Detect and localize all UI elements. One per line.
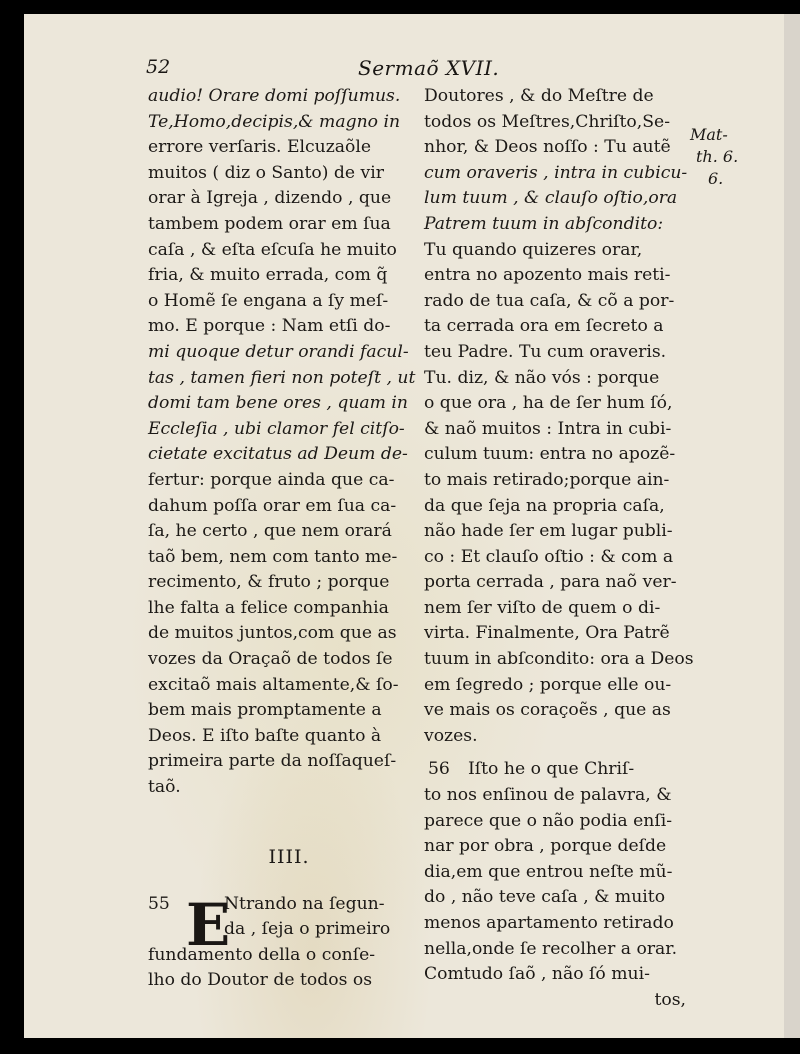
text-line: audio! Orare domi poſſumus. xyxy=(148,86,401,106)
text-line: muitos ( diz o Santo) de vir xyxy=(148,162,384,183)
text-line: dahum poſſa orar em ſua ca- xyxy=(148,495,397,516)
sermon-title: Sermaõ XVII. xyxy=(358,56,500,80)
running-head xyxy=(146,56,730,86)
text-line: lhe falta a felice companhia xyxy=(148,597,389,618)
paragraph-line: fundamento della o conſe- xyxy=(148,944,376,965)
margin-note-line: Mat- xyxy=(690,125,728,144)
text-line: to mais retirado;porque ain- xyxy=(424,469,670,490)
right-column xyxy=(424,84,694,1013)
text-line: nem ſer viſto de quem o di- xyxy=(424,597,661,618)
text-line: Tu quando quizeres orar, xyxy=(424,239,643,260)
paragraph-line: to nos enſinou de palavra, & xyxy=(424,785,672,806)
text-line: Patrem tuum in abſcondito: xyxy=(424,213,664,234)
paragraph-line: parece que o não podia enſi- xyxy=(424,810,673,831)
text-line: mo. E porque : Nam etſi do- xyxy=(148,316,391,337)
text-line: cietate excitatus ad Deum de- xyxy=(148,444,408,465)
text-line: o Homẽ ſe engana a ſy meſ- xyxy=(148,290,389,311)
text-line: taõ. xyxy=(148,777,181,798)
text-line: ſa, he certo , que nem orará xyxy=(148,521,392,542)
text-line: primeira parte da noſſaqueſ- xyxy=(148,751,397,772)
text-line: vozes da Oraçaõ de todos ſe xyxy=(148,649,393,670)
paragraph-line: dia,em que entrou neſte mũ- xyxy=(424,861,673,882)
text-line: não hade ſer em lugar publi- xyxy=(424,521,673,542)
paragraph-line: da , ſeja o primeiro xyxy=(224,919,391,940)
page-number: 52 xyxy=(146,56,171,78)
paragraph-55 xyxy=(148,892,410,994)
paragraph-line: lho do Doutor de todos os xyxy=(148,970,373,991)
margin-note-line: th. 6. xyxy=(696,147,739,166)
text-line: errore verſaris. Elcuzaõle xyxy=(148,137,372,158)
text-line: o que ora , ha de ſer hum ſó, xyxy=(424,393,673,414)
paragraph-line: Ntrando na ſegun- xyxy=(224,893,385,914)
paragraph-56 xyxy=(424,757,686,1013)
paragraph-line: nar por obra , porque deſde xyxy=(424,836,667,857)
page-edge xyxy=(784,14,800,1038)
paragraph-line: Comtudo ſaõ , não ſó mui- xyxy=(424,964,650,985)
paragraph-line: nella,onde ſe recolher a orar. xyxy=(424,938,678,959)
paragraph-number: 56 xyxy=(428,759,450,780)
text-line: cum oraveris , intra in cubicu- xyxy=(424,162,688,183)
text-line: culum tuum: entra no apozẽ- xyxy=(424,444,676,465)
text-line: entra no apozento mais reti- xyxy=(424,265,671,286)
paragraph-number: 55 xyxy=(148,893,170,914)
text-line: tuum in abſcondito: ora a Deos xyxy=(424,649,694,670)
catchword: tos, xyxy=(654,989,686,1010)
text-line: teu Padre. Tu cum oraveris. xyxy=(424,341,667,362)
section-heading: IIII. xyxy=(268,845,310,868)
paragraph-line: menos apartamento retirado xyxy=(424,913,674,933)
marginal-reference xyxy=(690,124,738,190)
text-line: fertur: porque ainda que ca- xyxy=(148,469,395,490)
text-line: vozes. xyxy=(424,725,478,746)
text-line: todos os Meſtres,Chriſto,Se- xyxy=(424,111,670,132)
text-line: rado de tua caſa, & cõ a por- xyxy=(424,290,675,311)
right-column-text xyxy=(424,84,694,749)
text-line: tas , tamen fieri non poteſt , ut xyxy=(148,367,416,388)
text-line: Eccleſia , ubi clamor fel citſo- xyxy=(148,418,405,439)
text-line: porta cerrada , para naõ ver- xyxy=(424,572,677,593)
paragraph-line: Iſto he o que Chriſ- xyxy=(468,759,635,780)
text-line: & naõ muitos : Intra in cubi- xyxy=(424,418,672,439)
text-line: bem mais promptamente a xyxy=(148,700,382,721)
text-line: em ſegredo ; porque elle ou- xyxy=(424,674,672,695)
margin-note-line: 6. xyxy=(708,169,724,188)
text-line: Te,Homo,decipis,& magno in xyxy=(148,111,401,132)
text-line: ta cerrada ora em ſecreto a xyxy=(424,316,664,337)
left-column-text xyxy=(148,84,416,801)
text-line: virta. Finalmente, Ora Patrẽ xyxy=(424,623,670,644)
text-line: orar à Igreja , dizendo , que xyxy=(148,188,392,209)
drop-cap: E xyxy=(186,890,231,959)
text-line: tambem podem orar em ſua xyxy=(148,213,391,234)
text-line: co : Et clauſo oſtio : & com a xyxy=(424,546,674,567)
text-line: mi quoque detur orandi facul- xyxy=(148,341,409,362)
text-line: taõ bem, nem com tanto me- xyxy=(148,546,398,567)
text-line: nhor, & Deos noſſo : Tu autẽ xyxy=(424,137,671,158)
text-line: Tu. diz, & não vós : porque xyxy=(424,367,660,388)
left-column xyxy=(148,84,416,994)
text-line: de muitos juntos,com que as xyxy=(148,623,397,644)
text-line: caſa , & eſta eſcuſa he muito xyxy=(148,239,397,260)
text-line: fria, & muito errada, com q̃ xyxy=(148,265,388,286)
text-line: domi tam bene ores , quam in xyxy=(148,393,408,414)
text-line: Deos. E iſto baſte quanto à xyxy=(148,725,382,746)
text-line: recimento, & fruto ; porque xyxy=(148,572,390,593)
text-line: ve mais os coraçoẽs , que as xyxy=(424,700,671,721)
text-line: da que ſeja na propria caſa, xyxy=(424,495,665,516)
text-line: Doutores , & do Meſtre de xyxy=(424,86,654,106)
text-line: excitaõ mais altamente,& ſo- xyxy=(148,674,399,695)
paragraph-line: do , não teve caſa , & muito xyxy=(424,887,666,908)
text-line: lum tuum , & clauſo oſtio,ora xyxy=(424,188,678,209)
